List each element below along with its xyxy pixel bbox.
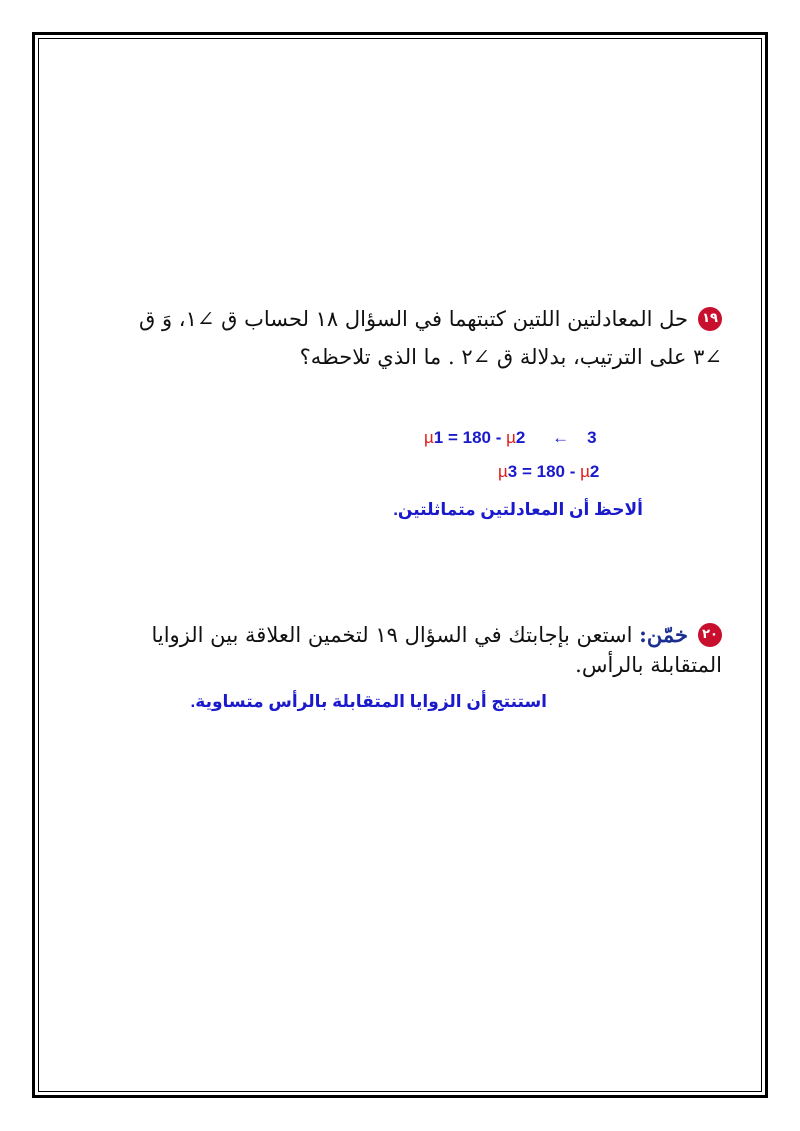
equation-2-lhs-var: µ xyxy=(498,462,508,481)
question-19-text: حل المعادلتين اللتين كتبتهما في السؤال ١٨ لحساب ق ∠١، وَ ق ∠٣ على الترتيب، بدلالة ق ∠٢ . ما الذي تلاحظه؟ xyxy=(139,307,722,369)
equation-1-lhs-var: µ xyxy=(424,428,434,447)
question-20-label: خمّن: xyxy=(639,622,688,647)
equation-1-operator: = 180 - xyxy=(443,428,507,447)
question-20-text: استعن بإجابتك في السؤال ١٩ لتخمين العلاقة بين الزوايا المتقابلة بالرأس. xyxy=(151,623,722,677)
page-border-inner xyxy=(38,38,762,1092)
equation-1-lhs-sub: 1 xyxy=(433,428,444,447)
equation-2-rhs-sub: 2 xyxy=(589,462,600,481)
equation-1-rhs-sub: 2 xyxy=(515,428,526,447)
equation-1-arrow: ← xyxy=(552,428,570,447)
equation-1-rhs-var: µ xyxy=(506,428,516,447)
equation-1 xyxy=(424,428,597,448)
question-20 xyxy=(110,620,722,680)
equation-2 xyxy=(498,462,599,482)
equation-1-ref: 3 xyxy=(587,428,597,447)
answer-20: استنتج أن الزوايا المتقابلة بالرأس متساوية. xyxy=(190,692,547,711)
answer-19: ألاحظ أن المعادلتين متماثلتين. xyxy=(393,500,643,519)
question-19-number: ١٩ xyxy=(698,307,722,331)
question-19 xyxy=(110,300,722,376)
equation-2-operator: = 180 - xyxy=(517,462,581,481)
question-20-number: ٢٠ xyxy=(698,623,722,647)
equation-2-rhs-var: µ xyxy=(580,462,590,481)
equation-2-lhs-sub: 3 xyxy=(507,462,518,481)
